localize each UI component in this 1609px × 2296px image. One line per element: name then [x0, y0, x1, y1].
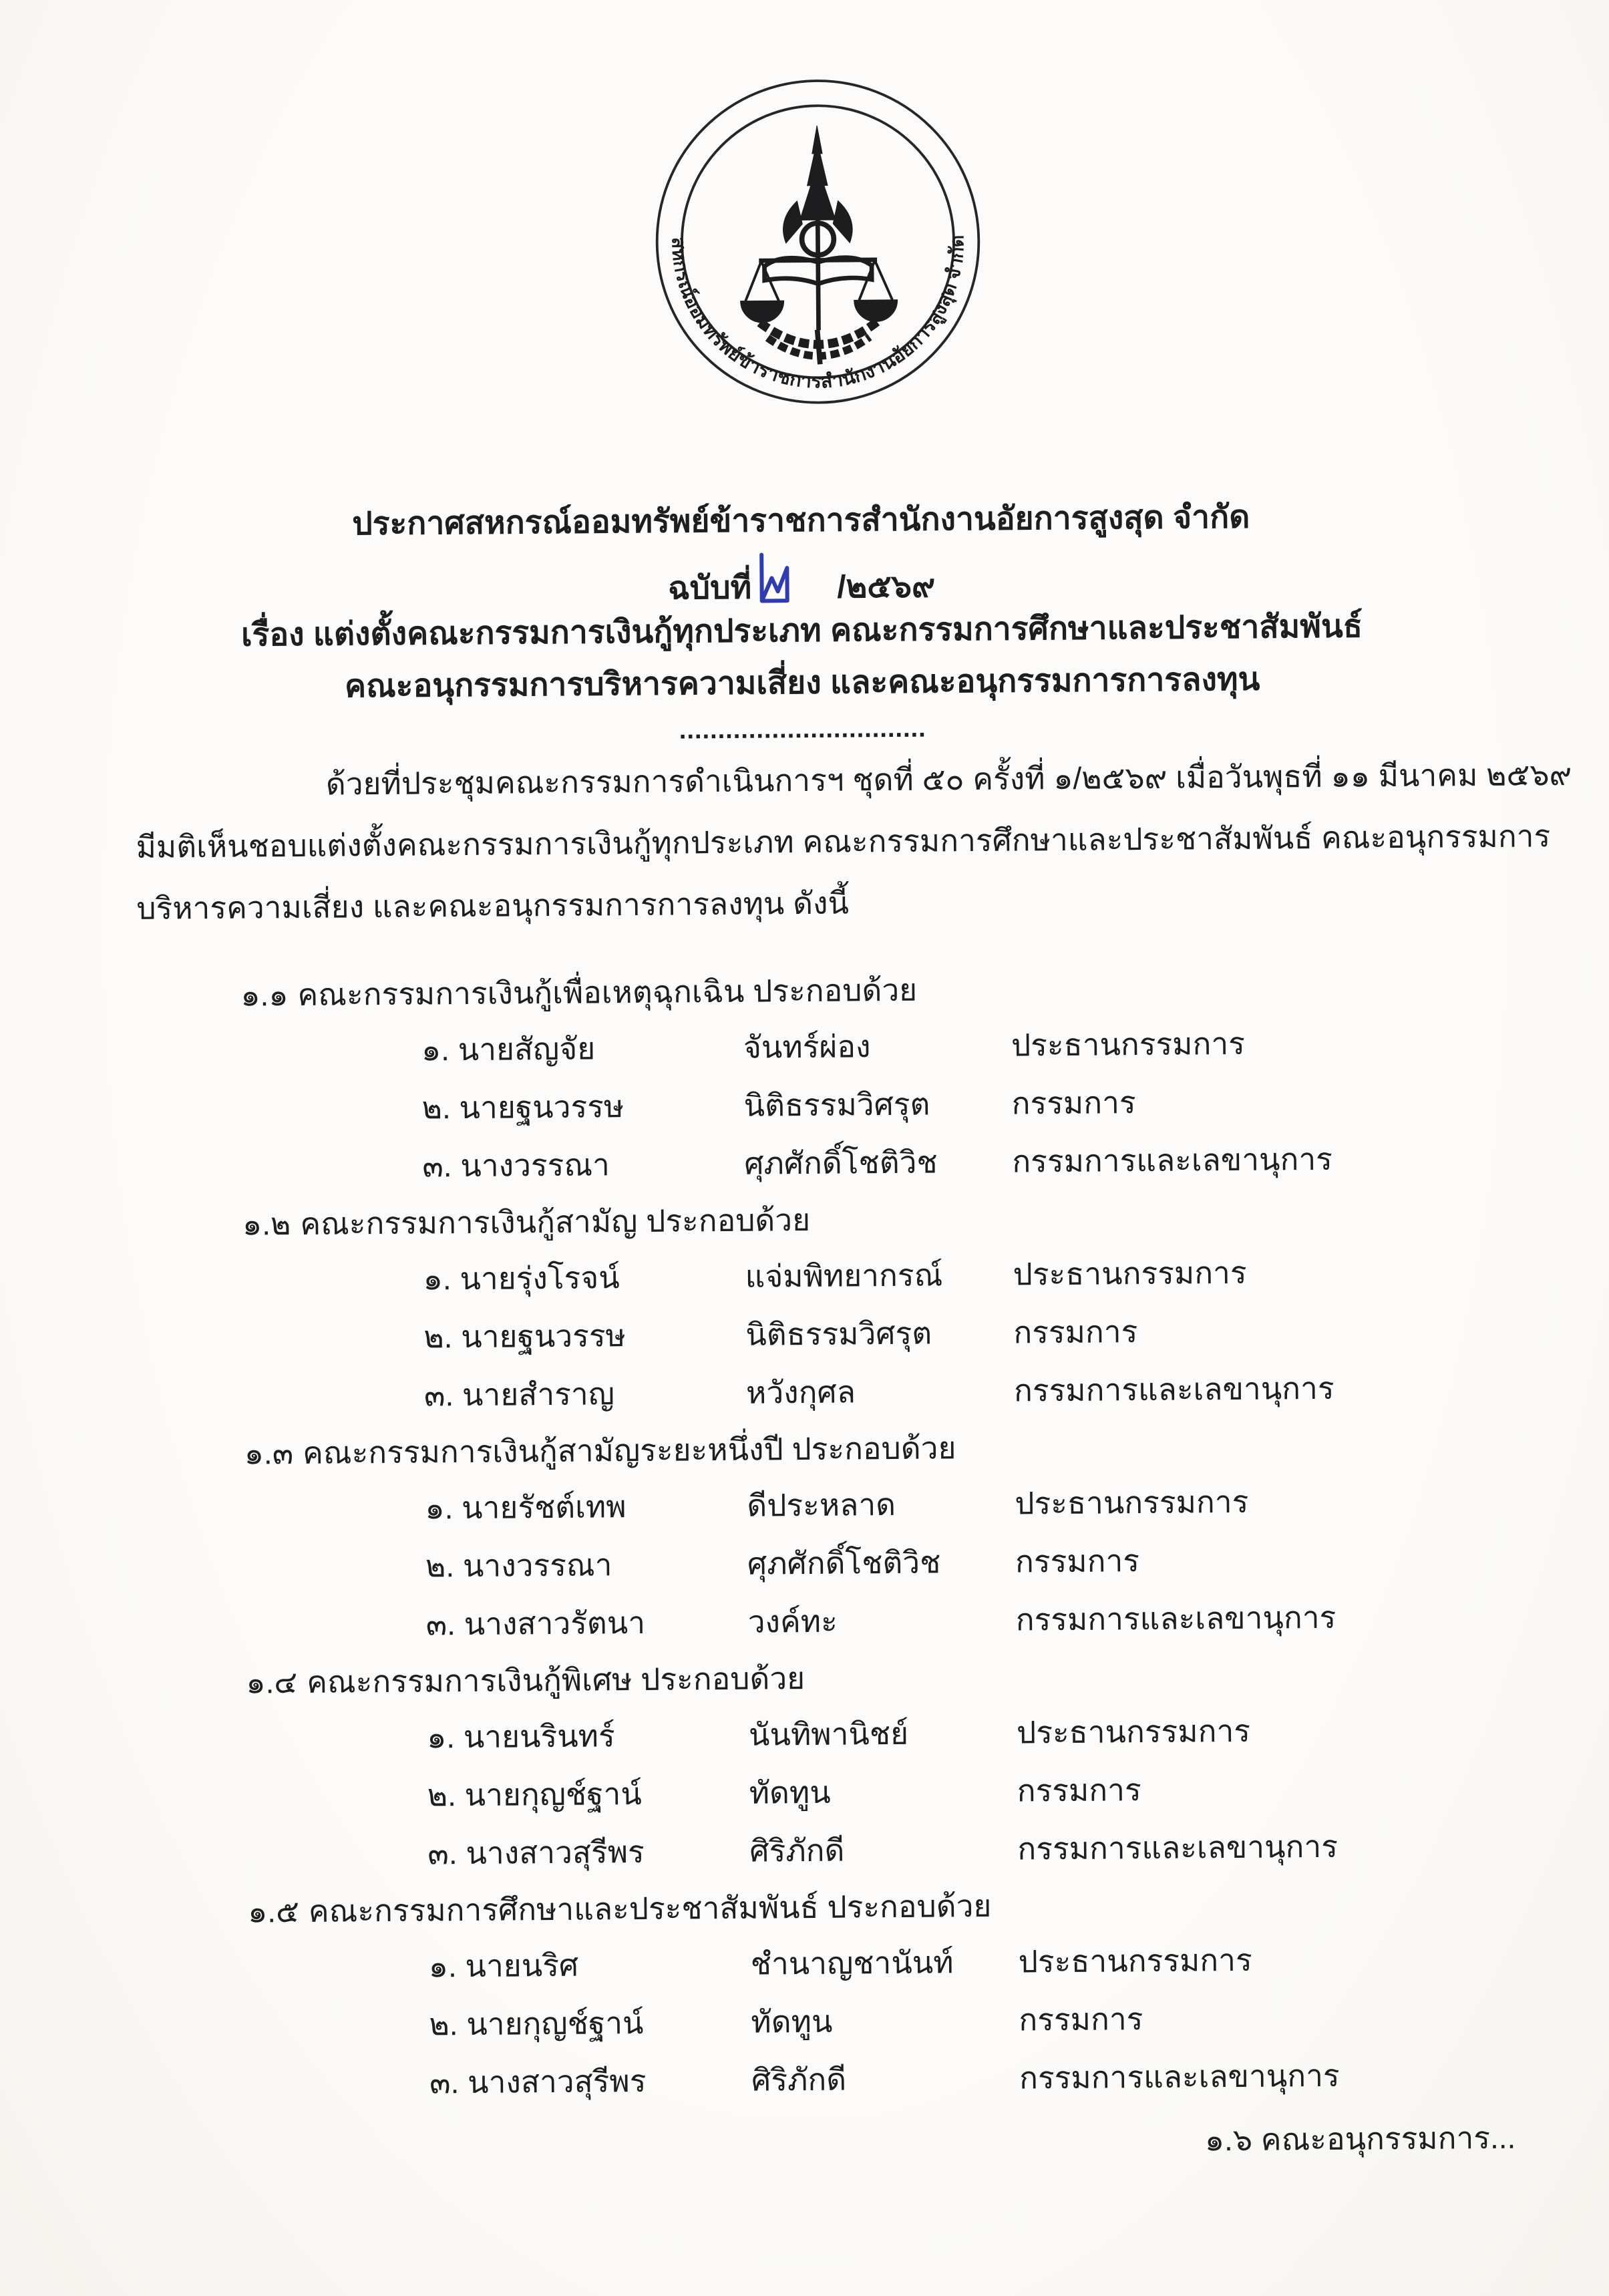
- seal-circular-text: สหกรณ์ออมทรัพย์ข้าราชการสำนักงานอัยการสูงสุด จำกัด: [667, 234, 968, 393]
- handwritten-issue-number: [755, 551, 797, 619]
- member-position: กรรมการและเลขานุการ: [1012, 1141, 1333, 1179]
- member-surname: ศิริภักดี: [749, 1832, 845, 1868]
- issue-year: /๒๕๖๙: [837, 568, 936, 605]
- section-number: ๑.๒: [242, 1206, 291, 1242]
- section-number: ๑.๔: [246, 1664, 298, 1700]
- member-ordinal: ๒.: [425, 1548, 455, 1584]
- member-name: นายฐนวรรษ: [459, 1089, 624, 1126]
- member-ordinal: ๒.: [423, 1319, 453, 1355]
- section-title: คณะกรรมการเงินกู้เพื่อเหตุฉุกเฉิน ประกอบด้วย: [297, 972, 918, 1012]
- member-ordinal: ๒.: [429, 2007, 458, 2042]
- member-name: นายกุญช์ฐาน์: [464, 1776, 642, 1813]
- member-position: ประธานกรรมการ: [1016, 1713, 1251, 1750]
- member-surname: วงค์ทะ: [747, 1603, 838, 1639]
- member-position: ประธานกรรมการ: [1013, 1255, 1247, 1292]
- cooperative-seal: [644, 68, 991, 416]
- member-name: นางวรรณา: [462, 1547, 612, 1584]
- member-position: กรรมการและเลขานุการ: [1015, 1599, 1336, 1637]
- member-surname: นิติธรรมวิศรุต: [743, 1086, 930, 1123]
- subject-line-2: คณะอนุกรรมการบริหารความเสี่ยง และคณะอนุกรรมการการลงทุน: [344, 661, 1260, 705]
- member-surname: ทัดทูน: [749, 1774, 831, 1810]
- committee-section-1-3: [3, 1416, 1609, 1657]
- member-position: กรรมการ: [1019, 2001, 1143, 2037]
- section-title: คณะกรรมการเงินกู้พิเศษ ประกอบด้วย: [307, 1661, 806, 1699]
- member-name: นายรัชต์เทพ: [461, 1489, 627, 1526]
- member-ordinal: ๓.: [422, 1148, 452, 1184]
- member-ordinal: ๒.: [427, 1778, 457, 1813]
- member-surname: ทัดทูน: [751, 2003, 833, 2039]
- member-ordinal: ๑.: [425, 1490, 454, 1526]
- committee-section-1-4: [5, 1645, 1609, 1887]
- section-header: [248, 1873, 1609, 1939]
- member-ordinal: ๑.: [423, 1261, 452, 1297]
- member-surname: ศุภศักดิ์โชติวิช: [747, 1544, 941, 1581]
- committee-section-1-2: [2, 1186, 1609, 1428]
- section-header: [246, 1645, 1609, 1710]
- section-header: [242, 1186, 1609, 1252]
- member-ordinal: ๓.: [423, 1377, 454, 1413]
- scales-of-justice-seal-icon: [644, 68, 991, 416]
- member-ordinal: ๒.: [421, 1090, 451, 1126]
- member-position: กรรมการและเลขานุการ: [1017, 1828, 1338, 1866]
- member-name: นางสาวสุรีพร: [466, 1834, 645, 1871]
- announcement-title: ประกาศสหกรณ์ออมทรัพย์ข้าราชการสำนักงานอัยการสูงสุด จำกัด: [352, 499, 1250, 542]
- member-position: กรรมการ: [1011, 1085, 1136, 1121]
- member-position: กรรมการ: [1017, 1772, 1141, 1808]
- member-position: กรรมการและเลขานุการ: [1013, 1370, 1334, 1408]
- member-position: ประธานกรรมการ: [1011, 1025, 1246, 1063]
- committee-section-1-1: [0, 957, 1609, 1199]
- member-ordinal: ๓.: [429, 2065, 460, 2100]
- crown-spire-icon: [782, 126, 853, 331]
- member-ordinal: ๑.: [426, 1719, 456, 1755]
- member-row: [9, 2044, 1609, 2115]
- issue-label: ฉบับที่: [667, 570, 752, 607]
- subject-line-1: เรื่อง แต่งตั้งคณะกรรมการเงินกู้ทุกประเภท คณะกรรมการศึกษาและประชาสัมพันธ์: [240, 609, 1363, 653]
- committee-sections: [0, 957, 1609, 2116]
- member-name: นายนริศ: [465, 1947, 579, 1984]
- member-name: นายกุญช์ฐาน์: [466, 2005, 644, 2042]
- member-position: ประธานกรรมการ: [1018, 1942, 1252, 1979]
- section-number: ๑.๕: [247, 1893, 300, 1929]
- section-header: [244, 1416, 1609, 1481]
- section-title: คณะกรรมการศึกษาและประชาสัมพันธ์ ประกอบด้วย: [308, 1888, 992, 1929]
- committee-section-1-5: [7, 1873, 1609, 2115]
- body-line: บริหารความเสี่ยง และคณะอนุกรรมการการลงทุน ดังนี้: [136, 885, 850, 926]
- member-name: นายนรินทร์: [463, 1718, 615, 1755]
- member-ordinal: ๓.: [425, 1607, 456, 1642]
- member-position: กรรมการ: [1015, 1543, 1140, 1579]
- member-surname: ศิริภักดี: [751, 2062, 847, 2098]
- section-header: [240, 957, 1609, 1023]
- member-name: นายสัญจัย: [458, 1031, 596, 1068]
- member-position: ประธานกรรมการ: [1015, 1484, 1249, 1521]
- member-name: นายรุ่งโรจน์: [460, 1260, 620, 1297]
- member-position: กรรมการและเลขานุการ: [1019, 2058, 1340, 2096]
- member-name: นางสาวรัตนา: [464, 1605, 646, 1642]
- member-surname: หวังกุศล: [745, 1374, 856, 1410]
- member-surname: ศุภศักดิ์โชติวิช: [744, 1144, 938, 1181]
- document-heading: [0, 494, 1607, 758]
- member-name: นายฐนวรรษ: [461, 1318, 627, 1355]
- member-surname: นิติธรรมวิศรุต: [745, 1315, 932, 1352]
- section-number: ๑.๑: [240, 977, 289, 1013]
- section-title: คณะกรรมการเงินกู้สามัญ ประกอบด้วย: [300, 1202, 811, 1241]
- body-paragraph: [136, 744, 1572, 939]
- member-surname: แจ่มพิทยากรณ์: [745, 1257, 943, 1294]
- member-name: นางวรรณา: [460, 1147, 610, 1184]
- member-name: นายสำราญ: [462, 1376, 615, 1413]
- section-number: ๑.๓: [244, 1436, 294, 1471]
- member-surname: ดีประหลาด: [747, 1486, 896, 1523]
- section-title: คณะกรรมการเงินกู้สามัญระยะหนึ่งปี ประกอบด้วย: [302, 1430, 956, 1470]
- body-line: ด้วยที่ประชุมคณะกรรมการดำเนินการฯ ชุดที่ ๕๐ ครั้งที่ ๑/๒๕๖๙ เมื่อวันพุธที่ ๑๑ มีนาคม ๒๕๖๙: [325, 756, 1572, 802]
- member-ordinal: ๓.: [427, 1836, 458, 1871]
- continuation-note: ๑.๖ คณะอนุกรรมการ...: [1204, 2120, 1516, 2158]
- member-surname: จันทร์ผ่อง: [743, 1029, 871, 1065]
- member-position: กรรมการ: [1013, 1314, 1138, 1350]
- member-surname: นันทิพานิชย์: [748, 1715, 909, 1752]
- body-line: มีมติเห็นชอบแต่งตั้งคณะกรรมการเงินกู้ทุกประเภท คณะกรรมการศึกษาและประชาสัมพันธ์ คณะอนุกรรมการ: [136, 818, 1551, 864]
- handwritten-number-2-icon: [755, 551, 797, 609]
- dotted-divider: ................................: [679, 714, 926, 745]
- member-ordinal: ๑.: [421, 1032, 450, 1068]
- member-ordinal: ๑.: [428, 1949, 457, 1984]
- member-name: นางสาวสุรีพร: [467, 2063, 647, 2100]
- member-surname: ชำนาญชานันท์: [750, 1945, 954, 1981]
